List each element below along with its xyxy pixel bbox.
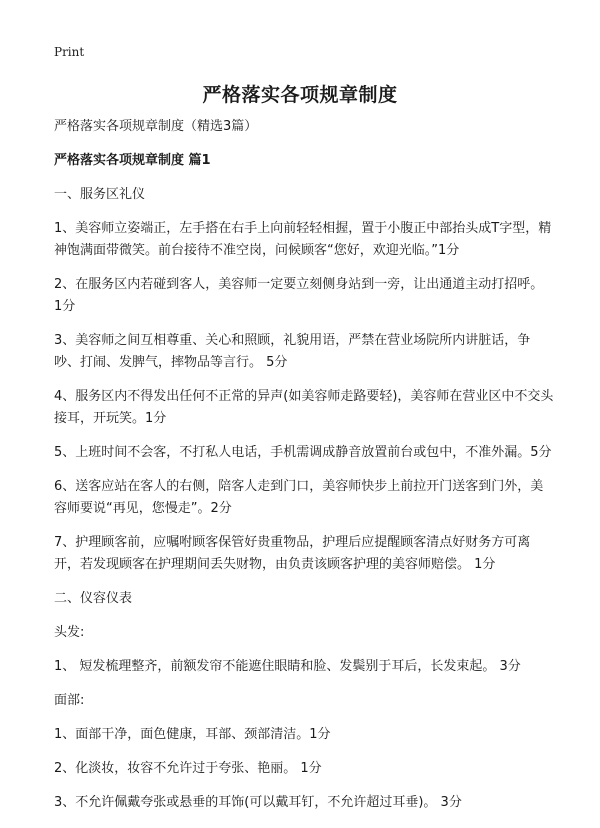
paragraph: 2、化淡妆，妆容不允许过于夸张、艳丽。 1分 bbox=[54, 761, 322, 776]
paragraph: 2、在服务区内若碰到客人，美容师一定要立刻侧身站到一旁，让出通道主动打招呼。 1分 bbox=[54, 277, 544, 314]
document-title: 严格落实各项规章制度 bbox=[202, 84, 398, 106]
paragraph: 6、送客应站在客人的右侧，陪客人走到门口，美容师快步上前拉开门送客到门外，美容师要说“再见，您慢走”。2分 bbox=[54, 479, 544, 516]
paragraph: 面部: bbox=[54, 693, 85, 708]
paragraph: 头发: bbox=[54, 625, 85, 640]
paragraph: 1、面部干净，面色健康，耳部、颈部清洁。1分 bbox=[54, 727, 331, 742]
paragraph: 1、 短发梳理整齐，前额发帘不能遮住眼睛和脸、发鬓别于耳后，长发束起。 3分 bbox=[54, 659, 521, 674]
paragraph: 7、护理顾客前，应嘱咐顾客保管好贵重物品，护理后应提醒顾客清点好财务方可离开，若发现顾客在护理期间丢失财物，由负责该顾客护理的美容师赔偿。 1分 bbox=[54, 535, 531, 572]
paragraph: 5、上班时间不会客，不打私人电话，手机需调成静音放置前台或包中，不准外漏。5分 bbox=[54, 445, 552, 460]
document-body bbox=[54, 116, 554, 826]
paragraph: 3、美容师之间互相尊重、关心和照顾，礼貌用语，严禁在营业场院所内讲脏话，争吵、打闹、发脾气，摔物品等言行。 5分 bbox=[54, 333, 531, 370]
paragraph: 3、不允许佩戴夸张或悬垂的耳饰(可以戴耳钉，不允许超过耳垂)。 3分 bbox=[54, 795, 462, 810]
document-subtitle: 严格落实各项规章制度（精选3篇） bbox=[54, 119, 258, 134]
paragraph: 一、服务区礼仪 bbox=[54, 187, 146, 202]
article-heading: 严格落实各项规章制度 篇1 bbox=[54, 153, 211, 168]
paragraph: 1、美容师立姿端正，左手搭在右手上向前轻轻相握，置于小腹正中部抬头成T字型，精神饱满面带微笑。前台接待不准空岗，问候顾客“您好，欢迎光临。”1分 bbox=[54, 221, 552, 258]
paragraph: 4、服务区内不得发出任何不正常的异声(如美容师走路要轻)，美容师在营业区中不交头接耳，开玩笑。1分 bbox=[54, 389, 554, 426]
print-link[interactable]: Print bbox=[54, 45, 85, 59]
paragraph: 二、仪容仪表 bbox=[54, 591, 133, 606]
